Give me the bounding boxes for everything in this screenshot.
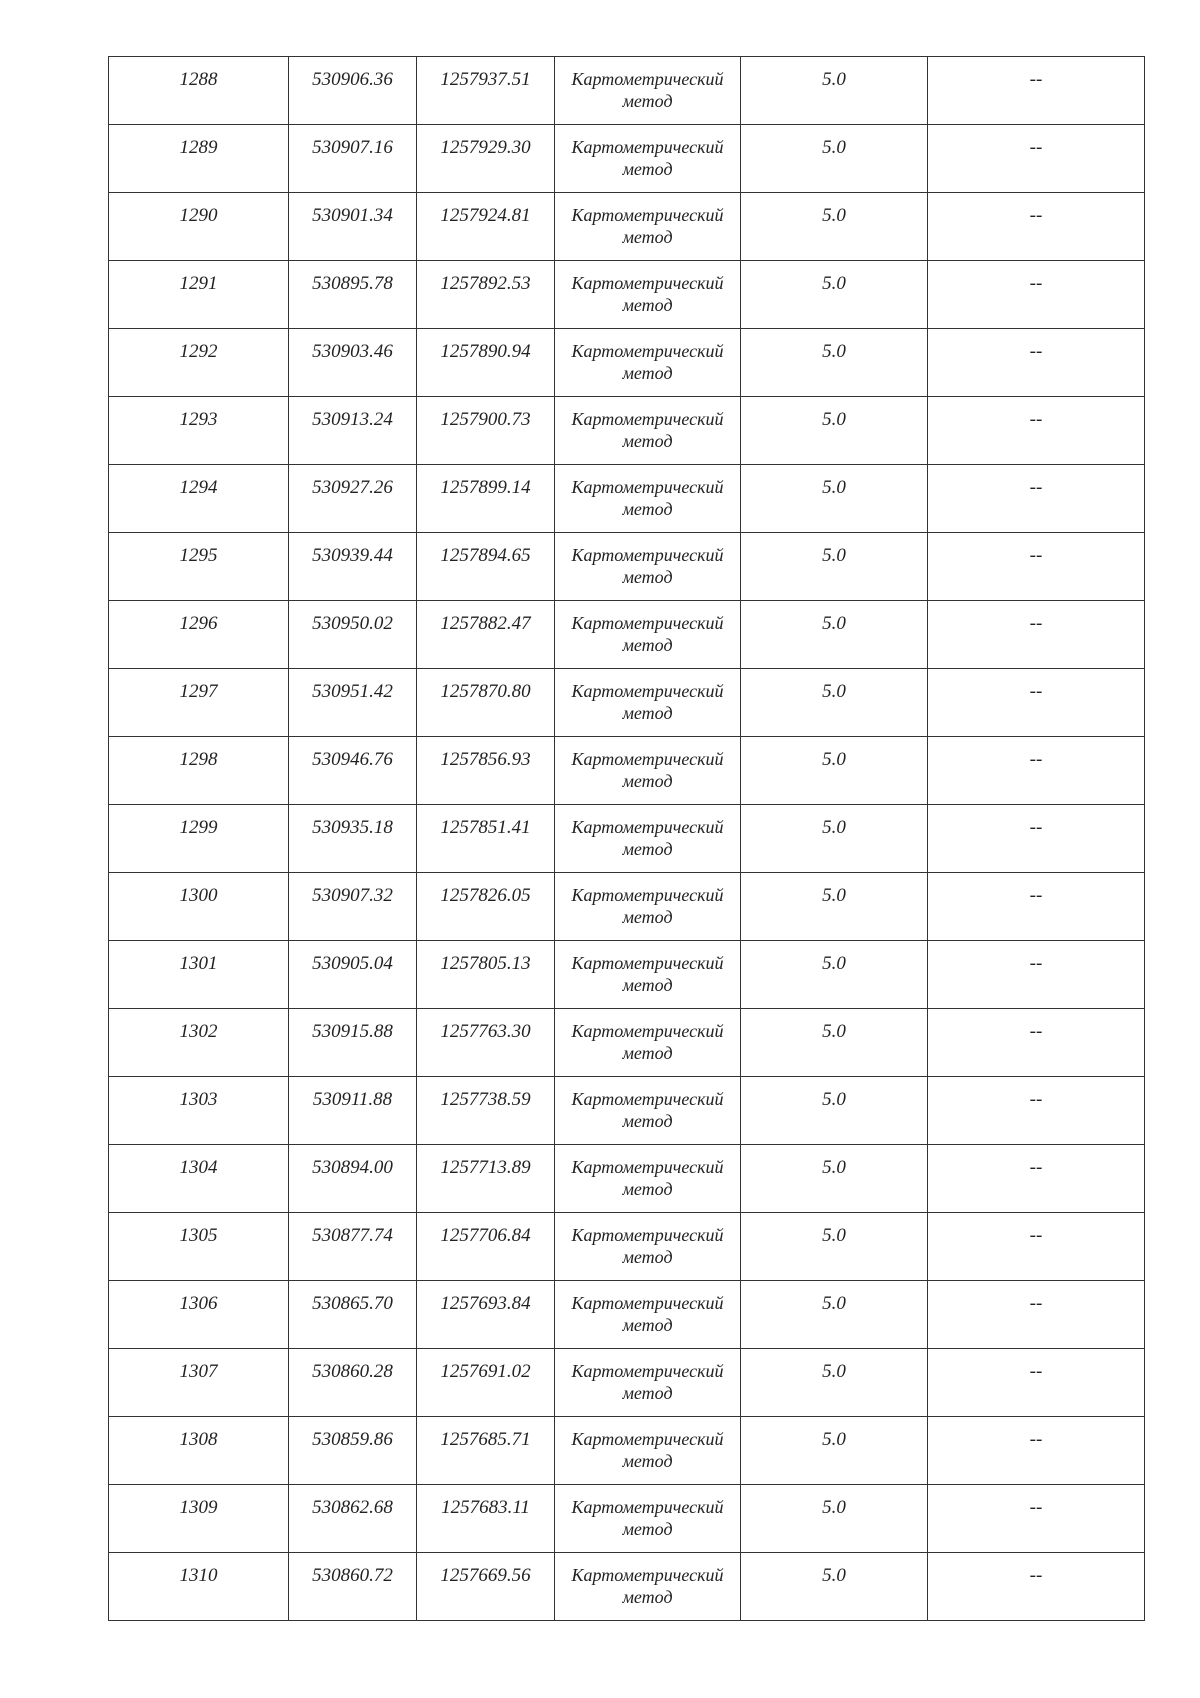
x-coordinate-cell: 530939.44 [289, 533, 417, 601]
note-cell: -- [928, 1553, 1145, 1621]
method-label-line1: Картометрический [571, 1157, 724, 1177]
method-label-line1: Картометрический [571, 1361, 724, 1381]
precision-cell: 5.0 [741, 329, 928, 397]
y-coordinate-cell: 1257706.84 [417, 1213, 555, 1281]
note-cell: -- [928, 805, 1145, 873]
point-number-cell: 1301 [109, 941, 289, 1009]
method-cell [555, 465, 741, 533]
precision-cell: 5.0 [741, 465, 928, 533]
x-coordinate-cell: 530950.02 [289, 601, 417, 669]
method-label-line1: Картометрический [571, 341, 724, 361]
precision-cell: 5.0 [741, 1417, 928, 1485]
point-number-cell: 1295 [109, 533, 289, 601]
point-number-cell: 1293 [109, 397, 289, 465]
x-coordinate-cell: 530906.36 [289, 57, 417, 125]
table-row [109, 805, 1145, 873]
method-label-line1: Картометрический [571, 1497, 724, 1517]
point-number-cell: 1300 [109, 873, 289, 941]
method-cell [555, 1553, 741, 1621]
x-coordinate-cell: 530935.18 [289, 805, 417, 873]
method-cell [555, 193, 741, 261]
method-label-line1: Картометрический [571, 1293, 724, 1313]
method-label-line1: Картометрический [571, 1429, 724, 1449]
note-cell: -- [928, 397, 1145, 465]
method-cell [555, 1417, 741, 1485]
precision-cell: 5.0 [741, 1145, 928, 1213]
precision-cell: 5.0 [741, 873, 928, 941]
method-cell [555, 125, 741, 193]
y-coordinate-cell: 1257763.30 [417, 1009, 555, 1077]
precision-cell: 5.0 [741, 805, 928, 873]
method-label-line2: метод [622, 1111, 673, 1131]
note-cell: -- [928, 1417, 1145, 1485]
x-coordinate-cell: 530859.86 [289, 1417, 417, 1485]
method-label-line2: метод [622, 839, 673, 859]
point-number-cell: 1298 [109, 737, 289, 805]
method-cell [555, 533, 741, 601]
y-coordinate-cell: 1257882.47 [417, 601, 555, 669]
note-cell: -- [928, 533, 1145, 601]
note-cell: -- [928, 737, 1145, 805]
y-coordinate-cell: 1257937.51 [417, 57, 555, 125]
method-cell [555, 737, 741, 805]
coordinates-table [108, 56, 1145, 1621]
method-label-line1: Картометрический [571, 749, 724, 769]
note-cell: -- [928, 669, 1145, 737]
method-cell [555, 1213, 741, 1281]
x-coordinate-cell: 530895.78 [289, 261, 417, 329]
point-number-cell: 1304 [109, 1145, 289, 1213]
method-cell [555, 1145, 741, 1213]
note-cell: -- [928, 1009, 1145, 1077]
table-row [109, 329, 1145, 397]
method-label-line1: Картометрический [571, 1021, 724, 1041]
y-coordinate-cell: 1257713.89 [417, 1145, 555, 1213]
y-coordinate-cell: 1257890.94 [417, 329, 555, 397]
table-row [109, 533, 1145, 601]
method-label-line2: метод [622, 1043, 673, 1063]
method-cell [555, 397, 741, 465]
precision-cell: 5.0 [741, 261, 928, 329]
precision-cell: 5.0 [741, 1077, 928, 1145]
method-label-line1: Картометрический [571, 817, 724, 837]
method-label-line2: метод [622, 771, 673, 791]
precision-cell: 5.0 [741, 1349, 928, 1417]
y-coordinate-cell: 1257826.05 [417, 873, 555, 941]
precision-cell: 5.0 [741, 1213, 928, 1281]
note-cell: -- [928, 1485, 1145, 1553]
y-coordinate-cell: 1257669.56 [417, 1553, 555, 1621]
point-number-cell: 1309 [109, 1485, 289, 1553]
x-coordinate-cell: 530903.46 [289, 329, 417, 397]
method-label-line2: метод [622, 91, 673, 111]
method-label-line1: Картометрический [571, 681, 724, 701]
y-coordinate-cell: 1257685.71 [417, 1417, 555, 1485]
method-label-line1: Картометрический [571, 205, 724, 225]
table-row [109, 1417, 1145, 1485]
method-label-line1: Картометрический [571, 477, 724, 497]
note-cell: -- [928, 329, 1145, 397]
table-row [109, 1553, 1145, 1621]
method-label-line1: Картометрический [571, 273, 724, 293]
point-number-cell: 1291 [109, 261, 289, 329]
method-label-line2: метод [622, 431, 673, 451]
y-coordinate-cell: 1257691.02 [417, 1349, 555, 1417]
x-coordinate-cell: 530905.04 [289, 941, 417, 1009]
y-coordinate-cell: 1257892.53 [417, 261, 555, 329]
y-coordinate-cell: 1257924.81 [417, 193, 555, 261]
point-number-cell: 1310 [109, 1553, 289, 1621]
method-label-line1: Картометрический [571, 545, 724, 565]
x-coordinate-cell: 530860.28 [289, 1349, 417, 1417]
x-coordinate-cell: 530862.68 [289, 1485, 417, 1553]
method-cell [555, 601, 741, 669]
table-row [109, 1009, 1145, 1077]
precision-cell: 5.0 [741, 601, 928, 669]
x-coordinate-cell: 530911.88 [289, 1077, 417, 1145]
table-row [109, 397, 1145, 465]
y-coordinate-cell: 1257900.73 [417, 397, 555, 465]
table-row [109, 57, 1145, 125]
method-cell [555, 873, 741, 941]
method-label-line2: метод [622, 567, 673, 587]
method-label-line2: метод [622, 227, 673, 247]
method-label-line1: Картометрический [571, 69, 724, 89]
table-row [109, 261, 1145, 329]
method-label-line1: Картометрический [571, 885, 724, 905]
x-coordinate-cell: 530860.72 [289, 1553, 417, 1621]
point-number-cell: 1302 [109, 1009, 289, 1077]
x-coordinate-cell: 530901.34 [289, 193, 417, 261]
x-coordinate-cell: 530907.32 [289, 873, 417, 941]
method-label-line2: метод [622, 1179, 673, 1199]
precision-cell: 5.0 [741, 397, 928, 465]
y-coordinate-cell: 1257856.93 [417, 737, 555, 805]
method-cell [555, 1281, 741, 1349]
precision-cell: 5.0 [741, 1281, 928, 1349]
method-label-line2: метод [622, 159, 673, 179]
y-coordinate-cell: 1257738.59 [417, 1077, 555, 1145]
y-coordinate-cell: 1257929.30 [417, 125, 555, 193]
method-label-line1: Картометрический [571, 1565, 724, 1585]
table-row [109, 1213, 1145, 1281]
note-cell: -- [928, 1349, 1145, 1417]
y-coordinate-cell: 1257683.11 [417, 1485, 555, 1553]
point-number-cell: 1306 [109, 1281, 289, 1349]
y-coordinate-cell: 1257870.80 [417, 669, 555, 737]
method-label-line1: Картометрический [571, 409, 724, 429]
table-row [109, 193, 1145, 261]
method-label-line2: метод [622, 907, 673, 927]
table-row [109, 1145, 1145, 1213]
precision-cell: 5.0 [741, 1553, 928, 1621]
x-coordinate-cell: 530951.42 [289, 669, 417, 737]
table-row [109, 873, 1145, 941]
method-label-line1: Картометрический [571, 1225, 724, 1245]
method-cell [555, 261, 741, 329]
table-body [109, 57, 1145, 1621]
point-number-cell: 1308 [109, 1417, 289, 1485]
point-number-cell: 1289 [109, 125, 289, 193]
precision-cell: 5.0 [741, 941, 928, 1009]
point-number-cell: 1296 [109, 601, 289, 669]
method-label-line2: метод [622, 1383, 673, 1403]
method-label-line2: метод [622, 1315, 673, 1335]
y-coordinate-cell: 1257899.14 [417, 465, 555, 533]
table-row [109, 1485, 1145, 1553]
point-number-cell: 1307 [109, 1349, 289, 1417]
point-number-cell: 1290 [109, 193, 289, 261]
table-row [109, 941, 1145, 1009]
precision-cell: 5.0 [741, 533, 928, 601]
method-label-line1: Картометрический [571, 953, 724, 973]
table-row [109, 669, 1145, 737]
x-coordinate-cell: 530927.26 [289, 465, 417, 533]
note-cell: -- [928, 601, 1145, 669]
method-label-line2: метод [622, 703, 673, 723]
point-number-cell: 1297 [109, 669, 289, 737]
note-cell: -- [928, 1145, 1145, 1213]
method-cell [555, 57, 741, 125]
x-coordinate-cell: 530946.76 [289, 737, 417, 805]
method-cell [555, 941, 741, 1009]
method-label-line2: метод [622, 1519, 673, 1539]
method-cell [555, 1485, 741, 1553]
y-coordinate-cell: 1257805.13 [417, 941, 555, 1009]
precision-cell: 5.0 [741, 669, 928, 737]
method-label-line2: метод [622, 975, 673, 995]
method-label-line2: метод [622, 1247, 673, 1267]
note-cell: -- [928, 1281, 1145, 1349]
point-number-cell: 1288 [109, 57, 289, 125]
precision-cell: 5.0 [741, 1485, 928, 1553]
x-coordinate-cell: 530865.70 [289, 1281, 417, 1349]
table-row [109, 601, 1145, 669]
x-coordinate-cell: 530915.88 [289, 1009, 417, 1077]
note-cell: -- [928, 465, 1145, 533]
point-number-cell: 1299 [109, 805, 289, 873]
method-cell [555, 1349, 741, 1417]
method-label-line2: метод [622, 1451, 673, 1471]
y-coordinate-cell: 1257693.84 [417, 1281, 555, 1349]
method-cell [555, 1077, 741, 1145]
method-label-line1: Картометрический [571, 1089, 724, 1109]
method-label-line2: метод [622, 295, 673, 315]
x-coordinate-cell: 530913.24 [289, 397, 417, 465]
y-coordinate-cell: 1257851.41 [417, 805, 555, 873]
x-coordinate-cell: 530907.16 [289, 125, 417, 193]
method-label-line2: метод [622, 499, 673, 519]
method-cell [555, 805, 741, 873]
note-cell: -- [928, 261, 1145, 329]
precision-cell: 5.0 [741, 193, 928, 261]
x-coordinate-cell: 530877.74 [289, 1213, 417, 1281]
table-row [109, 465, 1145, 533]
note-cell: -- [928, 57, 1145, 125]
method-label-line2: метод [622, 363, 673, 383]
y-coordinate-cell: 1257894.65 [417, 533, 555, 601]
method-cell [555, 669, 741, 737]
table-row [109, 1077, 1145, 1145]
table-row [109, 737, 1145, 805]
note-cell: -- [928, 193, 1145, 261]
table-row [109, 1349, 1145, 1417]
precision-cell: 5.0 [741, 57, 928, 125]
method-cell [555, 329, 741, 397]
point-number-cell: 1305 [109, 1213, 289, 1281]
note-cell: -- [928, 1077, 1145, 1145]
precision-cell: 5.0 [741, 1009, 928, 1077]
table-row [109, 125, 1145, 193]
table-row [109, 1281, 1145, 1349]
point-number-cell: 1303 [109, 1077, 289, 1145]
note-cell: -- [928, 1213, 1145, 1281]
method-cell [555, 1009, 741, 1077]
x-coordinate-cell: 530894.00 [289, 1145, 417, 1213]
note-cell: -- [928, 873, 1145, 941]
method-label-line2: метод [622, 635, 673, 655]
method-label-line1: Картометрический [571, 137, 724, 157]
note-cell: -- [928, 125, 1145, 193]
precision-cell: 5.0 [741, 737, 928, 805]
point-number-cell: 1294 [109, 465, 289, 533]
method-label-line1: Картометрический [571, 613, 724, 633]
precision-cell: 5.0 [741, 125, 928, 193]
method-label-line2: метод [622, 1587, 673, 1607]
note-cell: -- [928, 941, 1145, 1009]
point-number-cell: 1292 [109, 329, 289, 397]
